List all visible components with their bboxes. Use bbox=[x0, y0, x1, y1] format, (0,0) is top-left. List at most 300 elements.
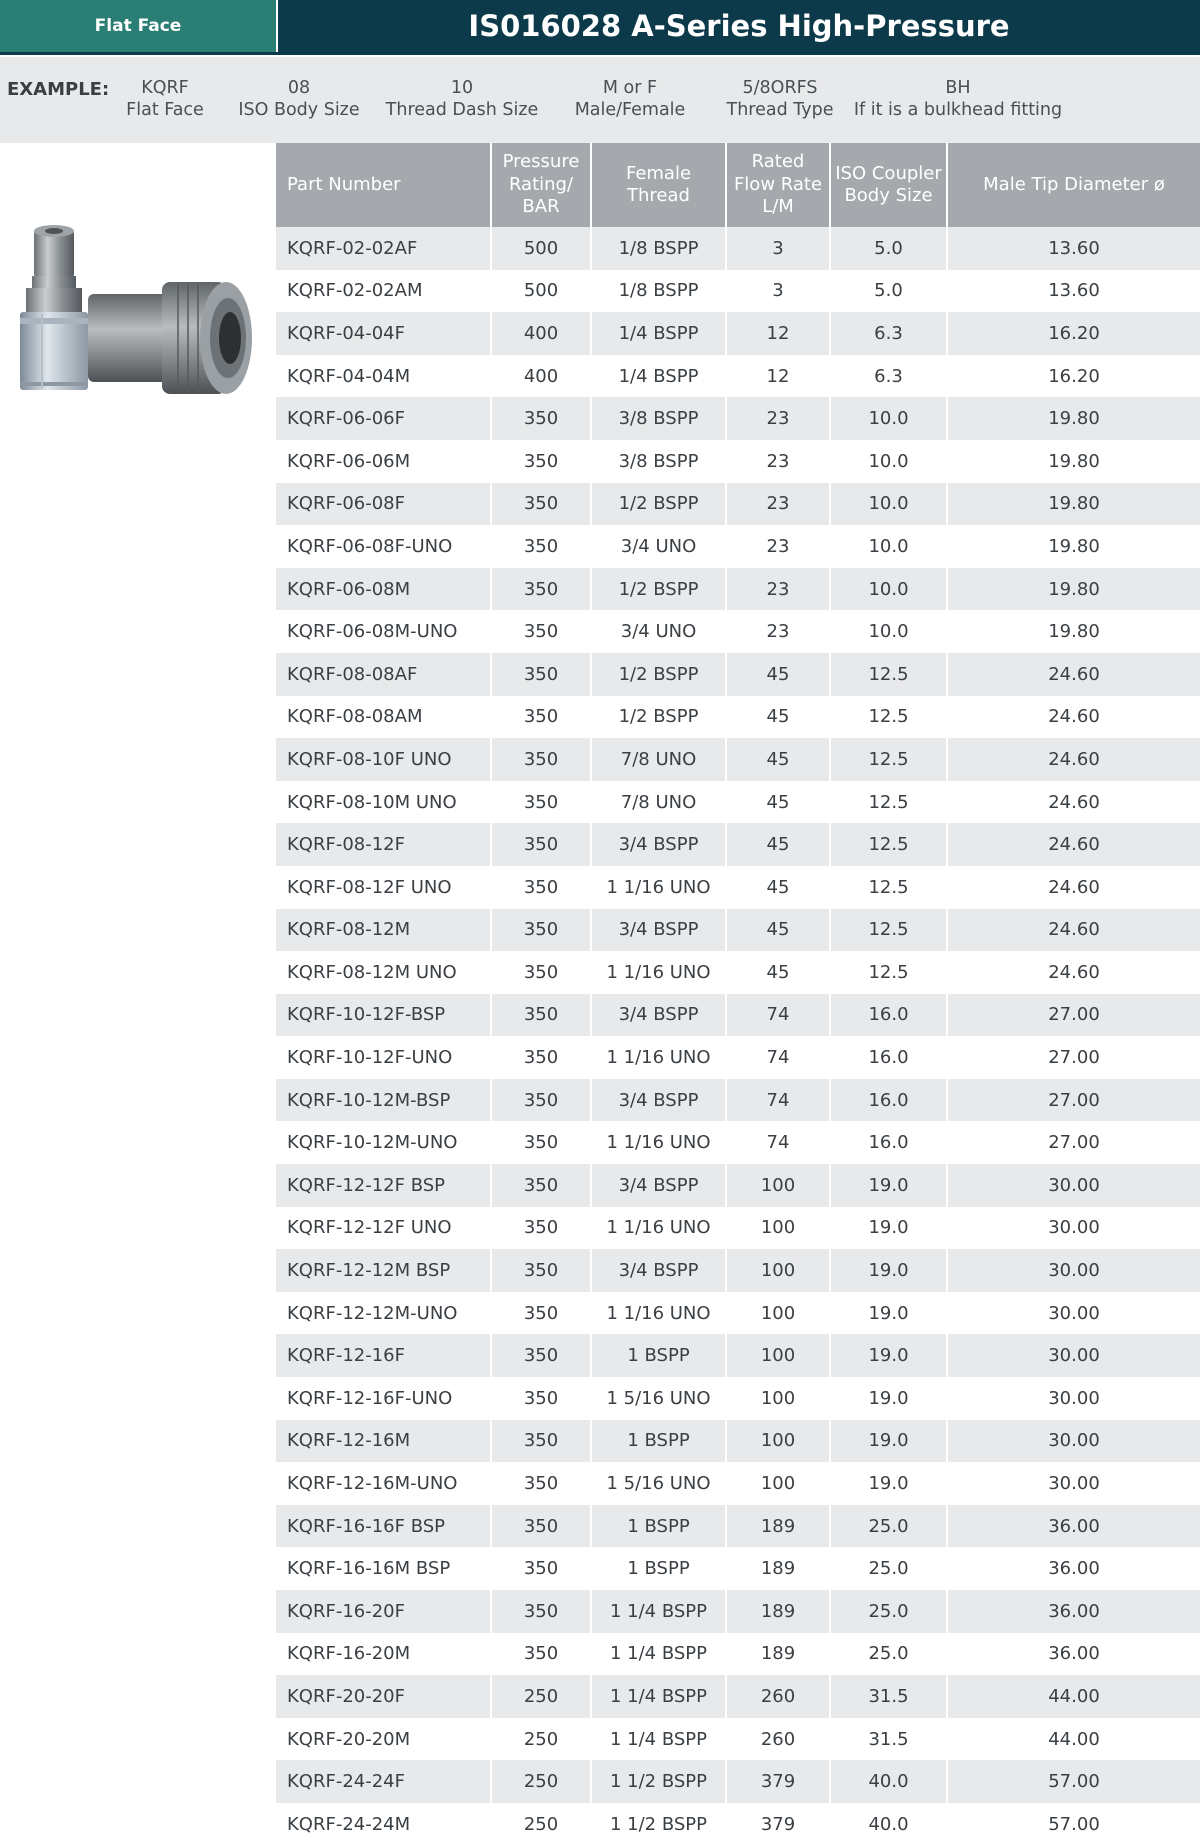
body-size-cell: 12.5 bbox=[830, 696, 947, 739]
tip-diameter-cell: 24.60 bbox=[947, 951, 1200, 994]
female-thread-cell: 1 1/2 BSPP bbox=[591, 1803, 726, 1846]
tip-diameter-cell: 27.00 bbox=[947, 1121, 1200, 1164]
female-thread-cell: 1 1/4 BSPP bbox=[591, 1590, 726, 1633]
female-thread-cell: 3/4 BSPP bbox=[591, 1079, 726, 1122]
flow-rate-cell: 23 bbox=[726, 610, 830, 653]
part-number-cell: KQRF-12-12M-UNO bbox=[276, 1292, 491, 1335]
table-row bbox=[276, 909, 1200, 952]
female-thread-cell: 3/4 UNO bbox=[591, 610, 726, 653]
part-number-cell: KQRF-24-24M bbox=[276, 1803, 491, 1846]
table-row bbox=[276, 525, 1200, 568]
flow-rate-cell: 12 bbox=[726, 355, 830, 398]
tip-diameter-cell: 30.00 bbox=[947, 1334, 1200, 1377]
body-size-cell: 40.0 bbox=[830, 1803, 947, 1846]
pressure-cell: 350 bbox=[491, 397, 591, 440]
part-number-cell: KQRF-06-08F bbox=[276, 483, 491, 526]
tip-diameter-cell: 36.00 bbox=[947, 1590, 1200, 1633]
body-size-cell: 16.0 bbox=[830, 1036, 947, 1079]
tip-diameter-cell: 24.60 bbox=[947, 738, 1200, 781]
pressure-cell: 350 bbox=[491, 1505, 591, 1548]
part-number-cell: KQRF-02-02AF bbox=[276, 227, 491, 270]
female-thread-cell: 7/8 UNO bbox=[591, 738, 726, 781]
part-number-cell: KQRF-16-16M BSP bbox=[276, 1547, 491, 1590]
female-thread-cell: 1/4 BSPP bbox=[591, 355, 726, 398]
table-row bbox=[276, 1036, 1200, 1079]
female-thread-cell: 1 BSPP bbox=[591, 1420, 726, 1463]
body-size-cell: 12.5 bbox=[830, 909, 947, 952]
flow-rate-cell: 3 bbox=[726, 270, 830, 313]
pressure-cell: 350 bbox=[491, 1249, 591, 1292]
tip-diameter-cell: 36.00 bbox=[947, 1547, 1200, 1590]
tip-diameter-cell: 44.00 bbox=[947, 1718, 1200, 1761]
table-row bbox=[276, 397, 1200, 440]
flow-rate-cell: 260 bbox=[726, 1675, 830, 1718]
part-number-cell: KQRF-08-12F UNO bbox=[276, 866, 491, 909]
body-size-cell: 31.5 bbox=[830, 1718, 947, 1761]
part-number-cell: KQRF-20-20M bbox=[276, 1718, 491, 1761]
flow-rate-cell: 45 bbox=[726, 781, 830, 824]
header-rule bbox=[0, 52, 1200, 55]
pressure-cell: 350 bbox=[491, 525, 591, 568]
table-row bbox=[276, 1675, 1200, 1718]
female-thread-cell: 3/4 UNO bbox=[591, 525, 726, 568]
column-header-female-thread: Female Thread bbox=[591, 143, 726, 227]
female-thread-cell: 1/4 BSPP bbox=[591, 312, 726, 355]
table-body bbox=[276, 227, 1200, 1846]
body-size-cell: 12.5 bbox=[830, 781, 947, 824]
flow-rate-cell: 23 bbox=[726, 568, 830, 611]
table-row bbox=[276, 440, 1200, 483]
flow-rate-cell: 23 bbox=[726, 483, 830, 526]
female-thread-cell: 1 1/16 UNO bbox=[591, 1036, 726, 1079]
pressure-cell: 350 bbox=[491, 610, 591, 653]
pressure-cell: 350 bbox=[491, 653, 591, 696]
part-number-cell: KQRF-08-10M UNO bbox=[276, 781, 491, 824]
part-number-cell: KQRF-08-10F UNO bbox=[276, 738, 491, 781]
flow-rate-cell: 74 bbox=[726, 1079, 830, 1122]
pressure-cell: 250 bbox=[491, 1803, 591, 1846]
example-desc: Thread Type bbox=[726, 100, 834, 120]
pressure-cell: 350 bbox=[491, 866, 591, 909]
female-thread-cell: 1 5/16 UNO bbox=[591, 1462, 726, 1505]
table-row bbox=[276, 568, 1200, 611]
pressure-cell: 400 bbox=[491, 312, 591, 355]
flow-rate-cell: 45 bbox=[726, 909, 830, 952]
pressure-cell: 350 bbox=[491, 568, 591, 611]
part-number-cell: KQRF-08-12F bbox=[276, 823, 491, 866]
part-number-cell: KQRF-10-12M-BSP bbox=[276, 1079, 491, 1122]
example-label: EXAMPLE: bbox=[7, 79, 110, 100]
female-thread-cell: 1 BSPP bbox=[591, 1334, 726, 1377]
example-code: KQRF bbox=[141, 78, 189, 98]
column-header-body-size: ISO Coupler Body Size bbox=[830, 143, 947, 227]
table-row bbox=[276, 1803, 1200, 1846]
body-size-cell: 19.0 bbox=[830, 1462, 947, 1505]
body-size-cell: 25.0 bbox=[830, 1505, 947, 1548]
tip-diameter-cell: 30.00 bbox=[947, 1292, 1200, 1335]
table-row bbox=[276, 738, 1200, 781]
flow-rate-cell: 100 bbox=[726, 1207, 830, 1250]
pressure-cell: 400 bbox=[491, 355, 591, 398]
table-row bbox=[276, 270, 1200, 313]
female-thread-cell: 1 BSPP bbox=[591, 1505, 726, 1548]
part-number-cell: KQRF-24-24F bbox=[276, 1760, 491, 1803]
pressure-cell: 350 bbox=[491, 1207, 591, 1250]
pressure-cell: 350 bbox=[491, 1377, 591, 1420]
table-row bbox=[276, 823, 1200, 866]
female-thread-cell: 1/2 BSPP bbox=[591, 653, 726, 696]
female-thread-cell: 1/8 BSPP bbox=[591, 227, 726, 270]
female-thread-cell: 1/2 BSPP bbox=[591, 483, 726, 526]
table-row bbox=[276, 1377, 1200, 1420]
body-size-cell: 12.5 bbox=[830, 823, 947, 866]
part-number-cell: KQRF-06-08M-UNO bbox=[276, 610, 491, 653]
female-thread-cell: 1 1/4 BSPP bbox=[591, 1718, 726, 1761]
pressure-cell: 350 bbox=[491, 1079, 591, 1122]
body-size-cell: 10.0 bbox=[830, 483, 947, 526]
pressure-cell: 350 bbox=[491, 440, 591, 483]
example-code: BH bbox=[945, 78, 971, 98]
female-thread-cell: 1/8 BSPP bbox=[591, 270, 726, 313]
body-size-cell: 12.5 bbox=[830, 951, 947, 994]
part-number-cell: KQRF-06-08F-UNO bbox=[276, 525, 491, 568]
part-number-cell: KQRF-06-06M bbox=[276, 440, 491, 483]
female-thread-cell: 3/8 BSPP bbox=[591, 440, 726, 483]
body-size-cell: 10.0 bbox=[830, 568, 947, 611]
tip-diameter-cell: 30.00 bbox=[947, 1420, 1200, 1463]
part-number-cell: KQRF-06-06F bbox=[276, 397, 491, 440]
body-size-cell: 10.0 bbox=[830, 525, 947, 568]
example-item bbox=[126, 77, 204, 121]
table-row bbox=[276, 1718, 1200, 1761]
female-thread-cell: 1 1/4 BSPP bbox=[591, 1633, 726, 1676]
table-row bbox=[276, 1547, 1200, 1590]
flow-rate-cell: 100 bbox=[726, 1420, 830, 1463]
flow-rate-cell: 189 bbox=[726, 1633, 830, 1676]
body-size-cell: 25.0 bbox=[830, 1633, 947, 1676]
body-size-cell: 5.0 bbox=[830, 270, 947, 313]
pressure-cell: 350 bbox=[491, 781, 591, 824]
tip-diameter-cell: 24.60 bbox=[947, 696, 1200, 739]
example-desc: If it is a bulkhead fitting bbox=[853, 100, 1063, 120]
column-header-pressure: Pressure Rating/ BAR bbox=[491, 143, 591, 227]
pressure-cell: 350 bbox=[491, 483, 591, 526]
tip-diameter-cell: 19.80 bbox=[947, 440, 1200, 483]
pressure-cell: 500 bbox=[491, 227, 591, 270]
pressure-cell: 350 bbox=[491, 1164, 591, 1207]
flow-rate-cell: 189 bbox=[726, 1590, 830, 1633]
female-thread-cell: 3/8 BSPP bbox=[591, 397, 726, 440]
body-size-cell: 19.0 bbox=[830, 1334, 947, 1377]
body-size-cell: 40.0 bbox=[830, 1760, 947, 1803]
body-size-cell: 5.0 bbox=[830, 227, 947, 270]
flow-rate-cell: 260 bbox=[726, 1718, 830, 1761]
pressure-cell: 350 bbox=[491, 1121, 591, 1164]
pressure-cell: 350 bbox=[491, 1292, 591, 1335]
example-code: 10 bbox=[450, 78, 474, 98]
flow-rate-cell: 189 bbox=[726, 1505, 830, 1548]
table-row bbox=[276, 653, 1200, 696]
female-thread-cell: 7/8 UNO bbox=[591, 781, 726, 824]
flow-rate-cell: 100 bbox=[726, 1462, 830, 1505]
part-number-cell: KQRF-08-08AF bbox=[276, 653, 491, 696]
part-number-cell: KQRF-16-20M bbox=[276, 1633, 491, 1676]
body-size-cell: 25.0 bbox=[830, 1590, 947, 1633]
body-size-cell: 6.3 bbox=[830, 312, 947, 355]
tip-diameter-cell: 16.20 bbox=[947, 312, 1200, 355]
flow-rate-cell: 3 bbox=[726, 227, 830, 270]
tip-diameter-cell: 24.60 bbox=[947, 909, 1200, 952]
female-thread-cell: 1 1/16 UNO bbox=[591, 1207, 726, 1250]
tip-diameter-cell: 27.00 bbox=[947, 1079, 1200, 1122]
table-row bbox=[276, 355, 1200, 398]
flow-rate-cell: 23 bbox=[726, 525, 830, 568]
example-code: M or F bbox=[602, 78, 658, 98]
parts-table bbox=[276, 143, 1200, 1846]
quick-coupler-icon bbox=[12, 222, 268, 428]
flow-rate-cell: 45 bbox=[726, 696, 830, 739]
table-row bbox=[276, 696, 1200, 739]
table-row bbox=[276, 1121, 1200, 1164]
flow-rate-cell: 100 bbox=[726, 1377, 830, 1420]
pressure-cell: 250 bbox=[491, 1760, 591, 1803]
table-row bbox=[276, 312, 1200, 355]
part-number-cell: KQRF-16-20F bbox=[276, 1590, 491, 1633]
female-thread-cell: 1/2 BSPP bbox=[591, 696, 726, 739]
table-row bbox=[276, 866, 1200, 909]
flow-rate-cell: 379 bbox=[726, 1803, 830, 1846]
body-size-cell: 19.0 bbox=[830, 1207, 947, 1250]
table-row bbox=[276, 781, 1200, 824]
column-header-part-number: Part Number bbox=[276, 143, 491, 227]
part-number-cell: KQRF-04-04F bbox=[276, 312, 491, 355]
tip-diameter-cell: 30.00 bbox=[947, 1249, 1200, 1292]
part-number-cell: KQRF-12-12F UNO bbox=[276, 1207, 491, 1250]
female-thread-cell: 1 1/16 UNO bbox=[591, 1121, 726, 1164]
tip-diameter-cell: 36.00 bbox=[947, 1633, 1200, 1676]
tip-diameter-cell: 19.80 bbox=[947, 568, 1200, 611]
tip-diameter-cell: 30.00 bbox=[947, 1377, 1200, 1420]
table-row bbox=[276, 1760, 1200, 1803]
body-size-cell: 19.0 bbox=[830, 1249, 947, 1292]
example-item bbox=[575, 77, 686, 121]
flow-rate-cell: 100 bbox=[726, 1334, 830, 1377]
part-number-cell: KQRF-12-12F BSP bbox=[276, 1164, 491, 1207]
pressure-cell: 350 bbox=[491, 909, 591, 952]
tip-diameter-cell: 19.80 bbox=[947, 610, 1200, 653]
tip-diameter-cell: 16.20 bbox=[947, 355, 1200, 398]
tip-diameter-cell: 19.80 bbox=[947, 397, 1200, 440]
part-number-cell: KQRF-10-12F-UNO bbox=[276, 1036, 491, 1079]
pressure-cell: 350 bbox=[491, 1334, 591, 1377]
table-row bbox=[276, 610, 1200, 653]
female-thread-cell: 3/4 BSPP bbox=[591, 994, 726, 1037]
female-thread-cell: 1 1/2 BSPP bbox=[591, 1760, 726, 1803]
table-row bbox=[276, 951, 1200, 994]
pressure-cell: 350 bbox=[491, 738, 591, 781]
table-header-row bbox=[276, 143, 1200, 227]
part-number-cell: KQRF-10-12M-UNO bbox=[276, 1121, 491, 1164]
table-row bbox=[276, 1590, 1200, 1633]
pressure-cell: 350 bbox=[491, 951, 591, 994]
pressure-cell: 350 bbox=[491, 1036, 591, 1079]
flow-rate-cell: 379 bbox=[726, 1760, 830, 1803]
body-size-cell: 31.5 bbox=[830, 1675, 947, 1718]
example-desc: Flat Face bbox=[126, 100, 204, 120]
female-thread-cell: 1 5/16 UNO bbox=[591, 1377, 726, 1420]
table-row bbox=[276, 1334, 1200, 1377]
pressure-cell: 350 bbox=[491, 696, 591, 739]
pressure-cell: 350 bbox=[491, 1590, 591, 1633]
part-number-cell: KQRF-12-16M bbox=[276, 1420, 491, 1463]
part-number-cell: KQRF-12-16M-UNO bbox=[276, 1462, 491, 1505]
female-thread-cell: 3/4 BSPP bbox=[591, 1164, 726, 1207]
table-row bbox=[276, 1292, 1200, 1335]
body-size-cell: 16.0 bbox=[830, 1121, 947, 1164]
example-bar bbox=[0, 57, 1200, 143]
table-row bbox=[276, 1505, 1200, 1548]
quick-coupler-photo bbox=[12, 222, 268, 428]
flow-rate-cell: 45 bbox=[726, 738, 830, 781]
part-number-cell: KQRF-12-16F bbox=[276, 1334, 491, 1377]
part-number-cell: KQRF-12-16F-UNO bbox=[276, 1377, 491, 1420]
tip-diameter-cell: 30.00 bbox=[947, 1207, 1200, 1250]
column-header-flow-rate: Rated Flow Rate L/M bbox=[726, 143, 830, 227]
part-number-cell: KQRF-20-20F bbox=[276, 1675, 491, 1718]
example-item bbox=[854, 77, 1062, 121]
tip-diameter-cell: 24.60 bbox=[947, 653, 1200, 696]
page-header bbox=[0, 0, 1200, 52]
tip-diameter-cell: 57.00 bbox=[947, 1760, 1200, 1803]
table-row bbox=[276, 1420, 1200, 1463]
table-row bbox=[276, 1207, 1200, 1250]
example-code: 08 bbox=[287, 78, 311, 98]
female-thread-cell: 1 1/4 BSPP bbox=[591, 1675, 726, 1718]
pressure-cell: 500 bbox=[491, 270, 591, 313]
pressure-cell: 350 bbox=[491, 1633, 591, 1676]
example-desc: Male/Female bbox=[574, 100, 686, 120]
part-number-cell: KQRF-08-08AM bbox=[276, 696, 491, 739]
body-size-cell: 25.0 bbox=[830, 1547, 947, 1590]
flow-rate-cell: 74 bbox=[726, 994, 830, 1037]
flow-rate-cell: 23 bbox=[726, 440, 830, 483]
tip-diameter-cell: 19.80 bbox=[947, 483, 1200, 526]
flow-rate-cell: 45 bbox=[726, 653, 830, 696]
flow-rate-cell: 100 bbox=[726, 1249, 830, 1292]
pressure-cell: 350 bbox=[491, 994, 591, 1037]
flow-rate-cell: 100 bbox=[726, 1164, 830, 1207]
part-number-cell: KQRF-16-16F BSP bbox=[276, 1505, 491, 1548]
body-size-cell: 10.0 bbox=[830, 610, 947, 653]
example-code: 5/8ORFS bbox=[742, 78, 818, 98]
body-size-cell: 19.0 bbox=[830, 1377, 947, 1420]
column-header-tip-diameter: Male Tip Diameter ø bbox=[947, 143, 1200, 227]
body-size-cell: 19.0 bbox=[830, 1420, 947, 1463]
part-number-cell: KQRF-08-12M UNO bbox=[276, 951, 491, 994]
page-title: IS016028 A-Series High-Pressure bbox=[278, 0, 1200, 52]
table-row bbox=[276, 227, 1200, 270]
tip-diameter-cell: 36.00 bbox=[947, 1505, 1200, 1548]
part-number-cell: KQRF-08-12M bbox=[276, 909, 491, 952]
body-size-cell: 10.0 bbox=[830, 440, 947, 483]
body-size-cell: 16.0 bbox=[830, 994, 947, 1037]
tip-diameter-cell: 13.60 bbox=[947, 227, 1200, 270]
pressure-cell: 350 bbox=[491, 823, 591, 866]
tip-diameter-cell: 13.60 bbox=[947, 270, 1200, 313]
tip-diameter-cell: 19.80 bbox=[947, 525, 1200, 568]
tip-diameter-cell: 44.00 bbox=[947, 1675, 1200, 1718]
female-thread-cell: 3/4 BSPP bbox=[591, 823, 726, 866]
example-desc: Thread Dash Size bbox=[385, 100, 539, 120]
parts-table-container bbox=[276, 143, 1200, 1846]
example-item bbox=[727, 77, 834, 121]
table-row bbox=[276, 1633, 1200, 1676]
tip-diameter-cell: 30.00 bbox=[947, 1462, 1200, 1505]
example-item bbox=[386, 77, 539, 121]
female-thread-cell: 1 BSPP bbox=[591, 1547, 726, 1590]
flow-rate-cell: 74 bbox=[726, 1036, 830, 1079]
pressure-cell: 350 bbox=[491, 1462, 591, 1505]
flow-rate-cell: 100 bbox=[726, 1292, 830, 1335]
pressure-cell: 350 bbox=[491, 1420, 591, 1463]
female-thread-cell: 1 1/16 UNO bbox=[591, 866, 726, 909]
body-size-cell: 19.0 bbox=[830, 1164, 947, 1207]
female-thread-cell: 1 1/16 UNO bbox=[591, 1292, 726, 1335]
example-desc: ISO Body Size bbox=[238, 100, 360, 120]
female-thread-cell: 1 1/16 UNO bbox=[591, 951, 726, 994]
female-thread-cell: 3/4 BSPP bbox=[591, 1249, 726, 1292]
flow-rate-cell: 74 bbox=[726, 1121, 830, 1164]
table-row bbox=[276, 1164, 1200, 1207]
body-size-cell: 12.5 bbox=[830, 866, 947, 909]
tip-diameter-cell: 30.00 bbox=[947, 1164, 1200, 1207]
table-row bbox=[276, 1079, 1200, 1122]
flow-rate-cell: 45 bbox=[726, 866, 830, 909]
body-size-cell: 10.0 bbox=[830, 397, 947, 440]
tip-diameter-cell: 24.60 bbox=[947, 823, 1200, 866]
flow-rate-cell: 23 bbox=[726, 397, 830, 440]
part-number-cell: KQRF-02-02AM bbox=[276, 270, 491, 313]
tip-diameter-cell: 27.00 bbox=[947, 994, 1200, 1037]
female-thread-cell: 3/4 BSPP bbox=[591, 909, 726, 952]
female-thread-cell: 1/2 BSPP bbox=[591, 568, 726, 611]
flow-rate-cell: 45 bbox=[726, 951, 830, 994]
tip-diameter-cell: 24.60 bbox=[947, 866, 1200, 909]
tip-diameter-cell: 57.00 bbox=[947, 1803, 1200, 1846]
body-size-cell: 6.3 bbox=[830, 355, 947, 398]
example-item bbox=[238, 77, 359, 121]
flow-rate-cell: 189 bbox=[726, 1547, 830, 1590]
tip-diameter-cell: 24.60 bbox=[947, 781, 1200, 824]
table-row bbox=[276, 994, 1200, 1037]
pressure-cell: 250 bbox=[491, 1718, 591, 1761]
tip-diameter-cell: 27.00 bbox=[947, 1036, 1200, 1079]
body-size-cell: 12.5 bbox=[830, 653, 947, 696]
body-size-cell: 19.0 bbox=[830, 1292, 947, 1335]
body-size-cell: 12.5 bbox=[830, 738, 947, 781]
flow-rate-cell: 12 bbox=[726, 312, 830, 355]
pressure-cell: 250 bbox=[491, 1675, 591, 1718]
table-row bbox=[276, 1462, 1200, 1505]
part-number-cell: KQRF-10-12F-BSP bbox=[276, 994, 491, 1037]
part-number-cell: KQRF-06-08M bbox=[276, 568, 491, 611]
body-size-cell: 16.0 bbox=[830, 1079, 947, 1122]
pressure-cell: 350 bbox=[491, 1547, 591, 1590]
table-row bbox=[276, 483, 1200, 526]
table-row bbox=[276, 1249, 1200, 1292]
category-tag: Flat Face bbox=[0, 0, 276, 52]
flow-rate-cell: 45 bbox=[726, 823, 830, 866]
